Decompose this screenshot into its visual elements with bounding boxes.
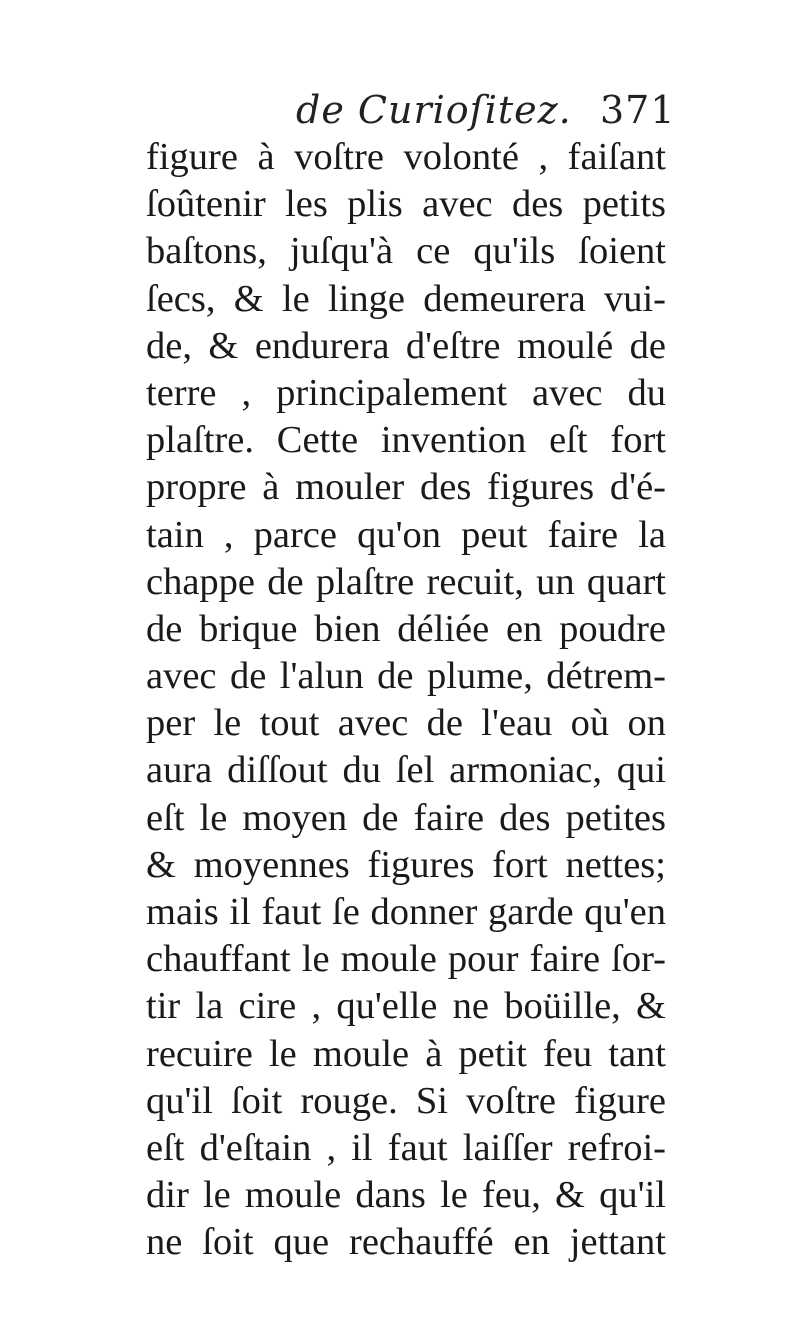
text-line: avec de l'alun de plume, détrem-	[146, 655, 666, 698]
text-line: qu'il ſoit rouge. Si voſtre figure	[146, 1079, 666, 1122]
text-line: ſecs, & le linge demeurera vui-	[146, 277, 666, 320]
body-text	[146, 134, 666, 1267]
text-line: per le tout avec de l'eau où on	[146, 702, 666, 745]
text-line: eſt le moyen de faire des petites	[146, 796, 666, 839]
text-line: eſt d'eſtain , il faut laiſſer refroi-	[146, 1126, 666, 1169]
text-line: de brique bien déliée en poudre	[146, 607, 666, 650]
page-number: 371	[600, 88, 676, 132]
text-line: tir la cire , qu'elle ne boüille, &	[146, 985, 666, 1028]
text-line: dir le moule dans le feu, & qu'il	[146, 1174, 666, 1217]
text-line: recuire le moule à petit feu tant	[146, 1032, 666, 1075]
text-line: de, & endurera d'eſtre moulé de	[146, 324, 666, 367]
text-line: plaſtre. Cette invention eſt fort	[146, 419, 666, 462]
running-title: de Curioſitez.	[296, 88, 572, 132]
text-line: chappe de plaſtre recuit, un quart	[146, 560, 666, 603]
text-line: terre , principalement avec du	[146, 371, 666, 414]
text-line: ſoûtenir les plis avec des petits	[146, 183, 666, 226]
text-line: propre à mouler des figures d'é-	[146, 466, 666, 509]
text-line: aura diſſout du ſel armoniac, qui	[146, 749, 666, 792]
text-line: baſtons, juſqu'à ce qu'ils ſoient	[146, 230, 666, 273]
running-head	[296, 88, 676, 140]
text-line: ne ſoit que rechauffé en jettant	[146, 1221, 666, 1264]
text-line: & moyennes figures fort nettes;	[146, 843, 666, 886]
text-line: mais il faut ſe donner garde qu'en	[146, 891, 666, 933]
text-line: tain , parce qu'on peut faire la	[146, 513, 666, 556]
text-line: chauffant le moule pour faire ſor-	[146, 938, 666, 981]
text-line: figure à voſtre volonté , faiſant	[146, 136, 666, 178]
